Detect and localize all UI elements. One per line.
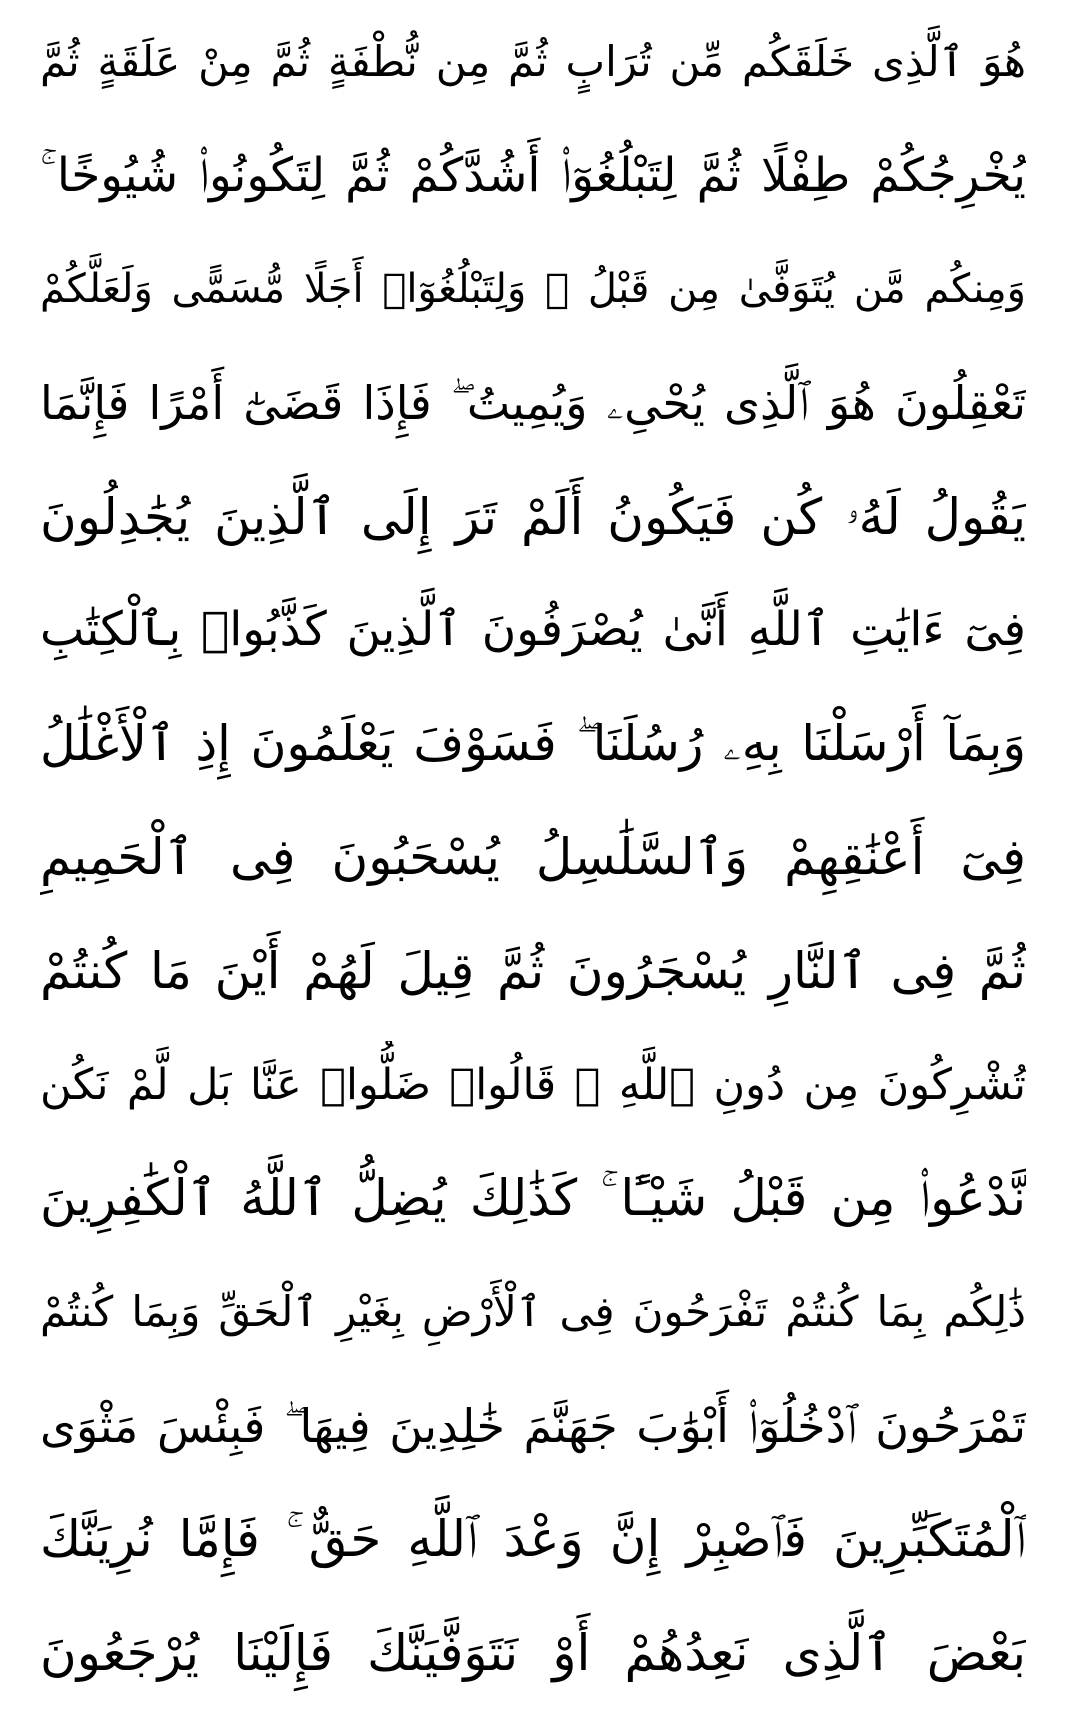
text-line-10: تُشْرِكُونَ مِن دُونِ ٱللَّهِ ۖ قَالُوا۟ ضَلُّوا۟ عَنَّا بَل لَّمْ نَكُن — [40, 1059, 1026, 1110]
text-line-1: هُوَ ٱلَّذِى خَلَقَكُم مِّن تُرَابٍ ثُمَّ مِن نُّطْفَةٍ ثُمَّ مِنْ عَلَقَةٍ ثُمَّ — [40, 37, 1026, 86]
text-line-5: يَقُولُ لَهُۥ كُن فَيَكُونُ أَلَمْ تَرَ إِلَى ٱلَّذِينَ يُجَٰدِلُونَ — [40, 487, 1026, 546]
text-line-11: نَّدْعُوا۟ مِن قَبْلُ شَيْـًٔا ۚ كَذَٰلِكَ يُضِلُّ ٱللَّهُ ٱلْكَٰفِرِينَ — [40, 1169, 1026, 1228]
text-line-15: بَعْضَ ٱلَّذِى نَعِدُهُمْ أَوْ نَتَوَفَّيَنَّكَ فَإِلَيْنَا يُرْجَعُونَ — [40, 1623, 1026, 1682]
text-line-8: فِىٓ أَعْنَٰقِهِمْ وَٱلسَّلَٰسِلُ يُسْحَبُونَ فِى ٱلْحَمِيمِ — [40, 828, 1026, 887]
text-line-3: وَمِنكُم مَّن يُتَوَفَّىٰ مِن قَبْلُ ۖ وَلِتَبْلُغُوٓا۟ أَجَلًا مُّسَمًّى وَلَعَلَّكُمْ — [40, 266, 1026, 313]
text-line-7: وَبِمَآ أَرْسَلْنَا بِهِۦ رُسُلَنَا ۖ فَسَوْفَ يَعْلَمُونَ إِذِ ٱلْأَغْلَٰلُ — [40, 714, 1026, 772]
text-line-13: تَمْرَحُونَ ٱدْخُلُوٓا۟ أَبْوَٰبَ جَهَنَّمَ خَٰلِدِينَ فِيهَا ۖ فَبِئْسَ مَثْوَى — [40, 1398, 1026, 1453]
text-line-4: تَعْقِلُونَ هُوَ ٱلَّذِى يُحْىِۦ وَيُمِيتُ ۖ فَإِذَا قَضَىٰٓ أَمْرًا فَإِنَّمَا — [40, 375, 1026, 430]
text-line-6: فِىٓ ءَايَٰتِ ٱللَّهِ أَنَّىٰ يُصْرَفُونَ ٱلَّذِينَ كَذَّبُوا۟ بِٱلْكِتَٰبِ — [40, 602, 1026, 658]
text-line-2: يُخْرِجُكُمْ طِفْلًا ثُمَّ لِتَبْلُغُوٓا۟ أَشُدَّكُمْ ثُمَّ لِتَكُونُوا۟ شُيُوخًا ۚ — [40, 147, 1026, 203]
text-line-12: ذَٰلِكُم بِمَا كُنتُمْ تَفْرَحُونَ فِى ٱلْأَرْضِ بِغَيْرِ ٱلْحَقِّ وَبِمَا كُنتُمْ — [40, 1287, 1026, 1337]
text-line-14: ٱلْمُتَكَبِّرِينَ فَٱصْبِرْ إِنَّ وَعْدَ ٱللَّهِ حَقٌّ ۚ فَإِمَّا نُرِيَنَّكَ — [40, 1510, 1026, 1569]
verse-text-block — [40, 18, 1026, 1697]
text-line-9: ثُمَّ فِى ٱلنَّارِ يُسْجَرُونَ ثُمَّ قِيلَ لَهُمْ أَيْنَ مَا كُنتُمْ — [40, 942, 1026, 1001]
